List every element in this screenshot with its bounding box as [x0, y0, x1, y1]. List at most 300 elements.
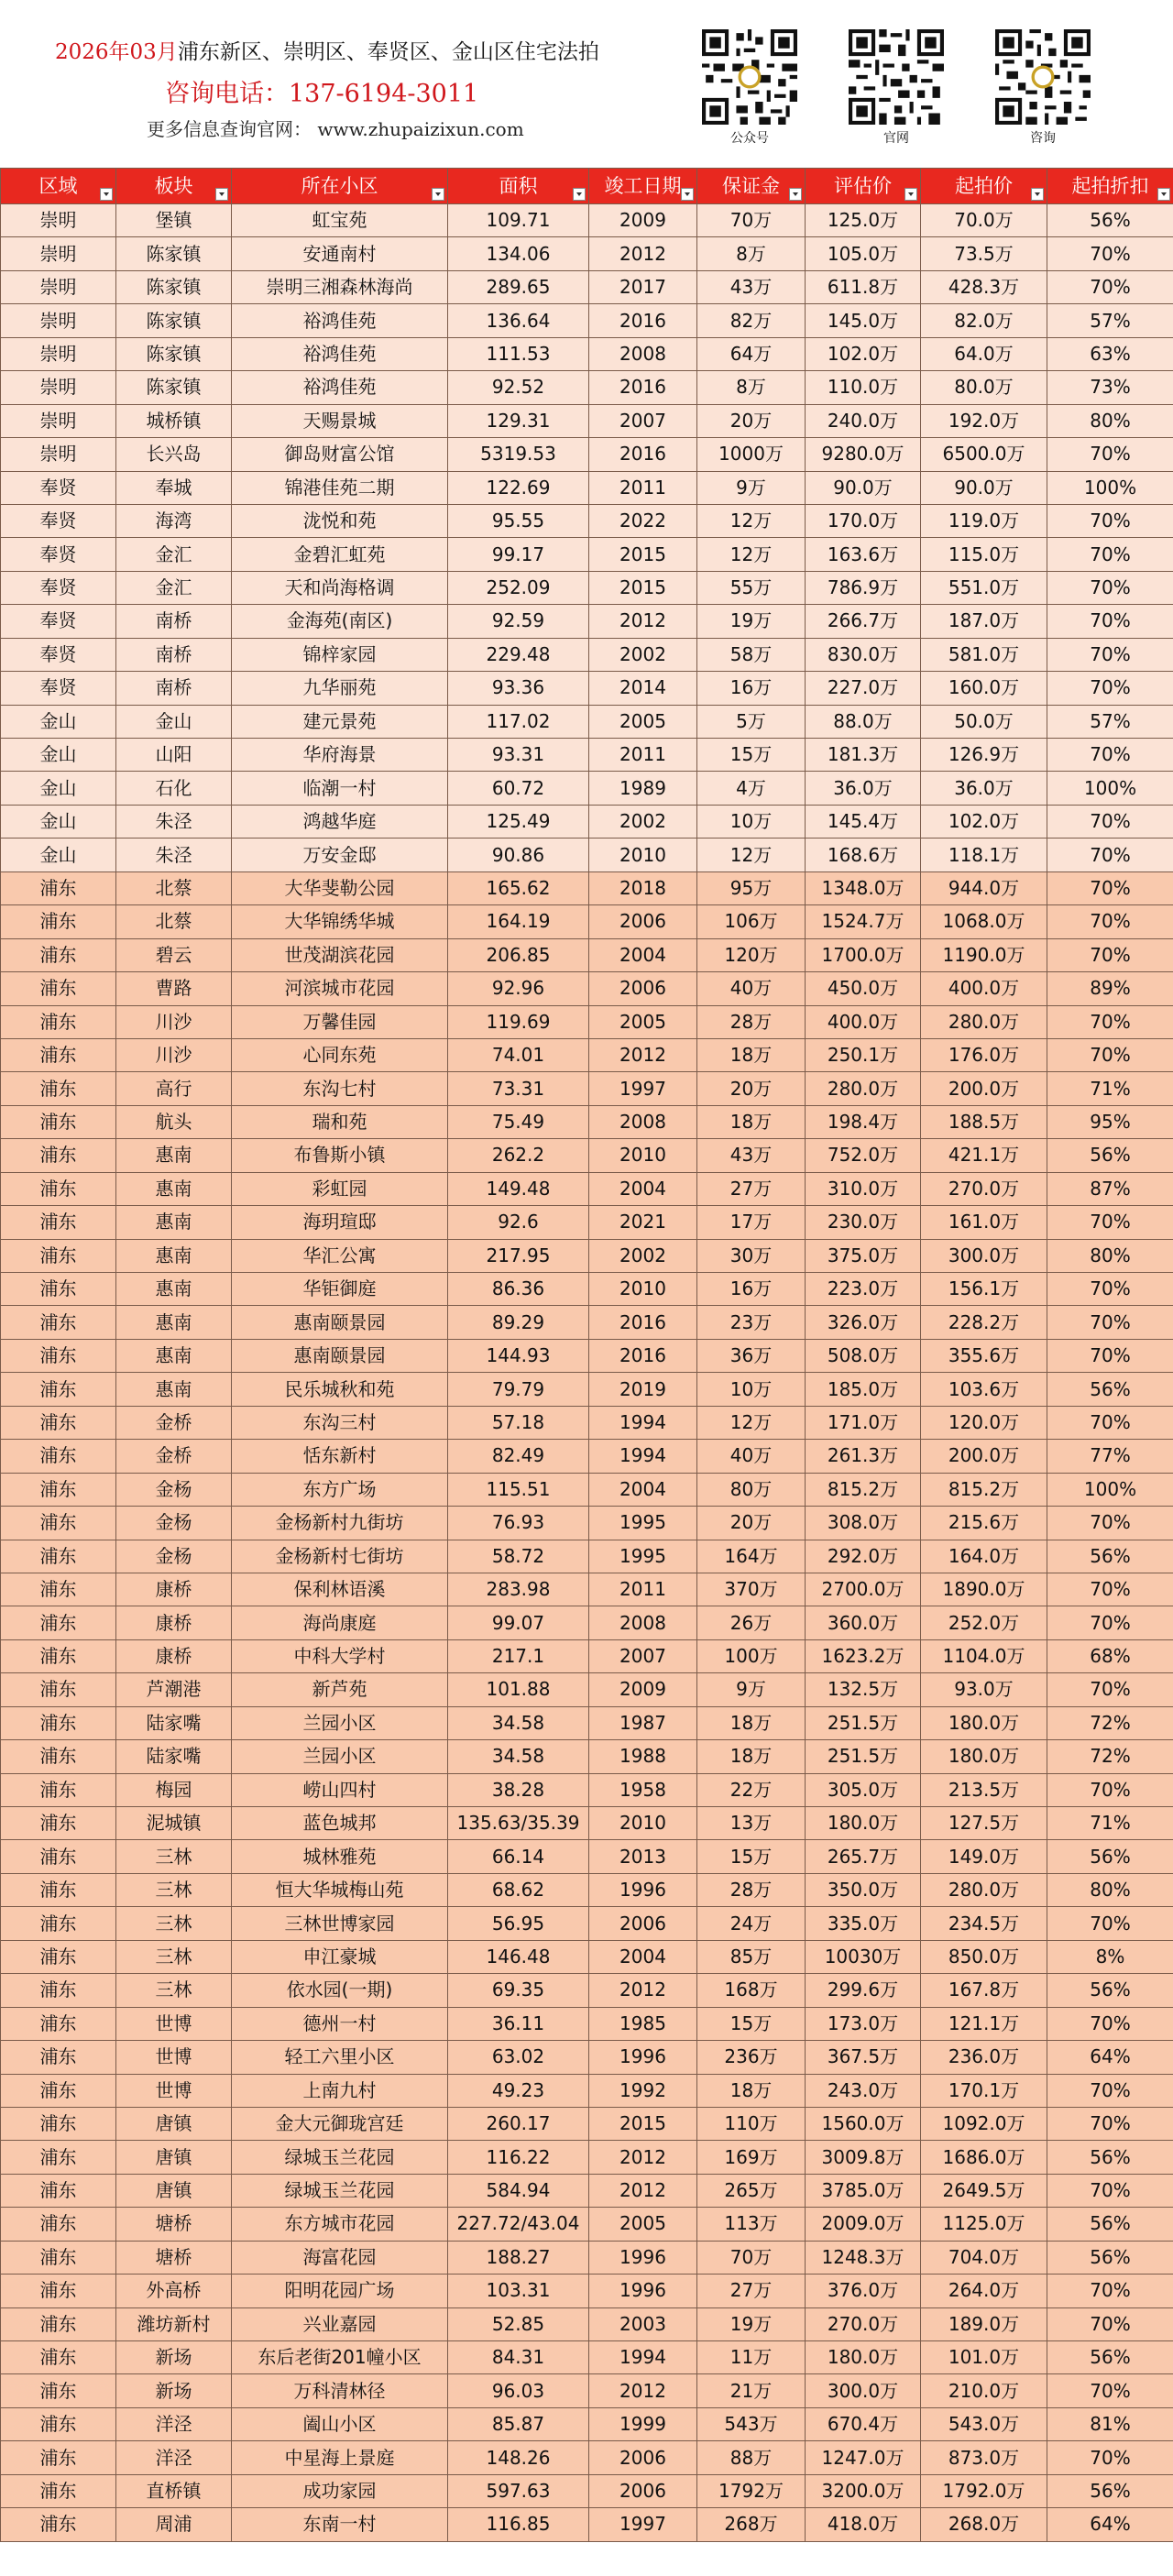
- cell-built-date: 2009: [589, 1673, 697, 1706]
- cell-starting-price: 264.0万: [921, 2275, 1047, 2307]
- table-row[interactable]: [1, 772, 1173, 805]
- cell-community: 河滨城市花园: [232, 972, 448, 1005]
- cell-built-date: 1989: [589, 772, 697, 805]
- cell-size: 122.69: [448, 471, 589, 504]
- cell-discount: 57%: [1047, 705, 1173, 738]
- cell-area: 三林: [116, 1940, 232, 1973]
- cell-district: 浦东: [1, 1072, 116, 1105]
- cell-area: 川沙: [116, 1005, 232, 1038]
- cell-area: 洋泾: [116, 2441, 232, 2474]
- cell-built-date: 2004: [589, 1172, 697, 1205]
- cell-community: 新芦苑: [232, 1673, 448, 1706]
- table-row[interactable]: [1, 1907, 1173, 1940]
- cell-community: 心同东苑: [232, 1038, 448, 1071]
- table-row[interactable]: [1, 2141, 1173, 2174]
- cell-area: 唐镇: [116, 2107, 232, 2140]
- cell-district: 浦东: [1, 1873, 116, 1906]
- cell-area: 惠南: [116, 1273, 232, 1306]
- filter-dropdown-icon[interactable]: [789, 188, 802, 201]
- cell-district: 浦东: [1, 1639, 116, 1672]
- cell-built-date: 1987: [589, 1706, 697, 1739]
- table-row[interactable]: [1, 204, 1173, 237]
- cell-appraisal: 3785.0万: [806, 2174, 921, 2207]
- table-row[interactable]: [1, 739, 1173, 772]
- cell-community: 天赐景城: [232, 404, 448, 437]
- cell-size: 5319.53: [448, 438, 589, 471]
- filter-dropdown-icon[interactable]: [100, 188, 113, 201]
- qr-code-website[interactable]: [849, 29, 944, 147]
- cell-appraisal: 261.3万: [806, 1440, 921, 1473]
- cell-area: 金杨: [116, 1507, 232, 1540]
- cell-community: 阖山小区: [232, 2407, 448, 2440]
- cell-deposit: 19万: [697, 2307, 806, 2340]
- cell-area: 塘桥: [116, 2241, 232, 2274]
- table-row[interactable]: [1, 2107, 1173, 2140]
- table-row[interactable]: [1, 805, 1173, 838]
- cell-appraisal: 102.0万: [806, 337, 921, 370]
- table-row[interactable]: [1, 270, 1173, 303]
- cell-size: 76.93: [448, 1507, 589, 1540]
- cell-starting-price: 300.0万: [921, 1239, 1047, 1272]
- cell-discount: 100%: [1047, 1473, 1173, 1506]
- filter-dropdown-icon[interactable]: [1031, 188, 1044, 201]
- auction-table: [0, 168, 1173, 2542]
- cell-size: 103.31: [448, 2275, 589, 2307]
- cell-discount: 70%: [1047, 270, 1173, 303]
- cell-built-date: 2017: [589, 270, 697, 303]
- cell-size: 229.48: [448, 638, 589, 671]
- cell-size: 69.35: [448, 1974, 589, 2007]
- cell-district: 崇明: [1, 204, 116, 237]
- table-row[interactable]: [1, 1873, 1173, 1906]
- cell-appraisal: 243.0万: [806, 2074, 921, 2107]
- table-row[interactable]: [1, 2208, 1173, 2241]
- table-row[interactable]: [1, 1306, 1173, 1339]
- table-row[interactable]: [1, 1807, 1173, 1840]
- cell-discount: 100%: [1047, 471, 1173, 504]
- cell-appraisal: 145.0万: [806, 304, 921, 337]
- cell-size: 38.28: [448, 1773, 589, 1806]
- table-row[interactable]: [1, 1339, 1173, 1372]
- column-header-district[interactable]: [1, 169, 116, 204]
- cell-starting-price: 815.2万: [921, 1473, 1047, 1506]
- cell-deposit: 9万: [697, 471, 806, 504]
- cell-area: 奉城: [116, 471, 232, 504]
- cell-appraisal: 223.0万: [806, 1273, 921, 1306]
- cell-starting-price: 268.0万: [921, 2508, 1047, 2541]
- cell-community: 东沟七村: [232, 1072, 448, 1105]
- table-row[interactable]: [1, 2374, 1173, 2407]
- cell-area: 周浦: [116, 2508, 232, 2541]
- cell-discount: 95%: [1047, 1105, 1173, 1138]
- cell-area: 外高桥: [116, 2275, 232, 2307]
- table-row[interactable]: [1, 1706, 1173, 1739]
- table-row[interactable]: [1, 237, 1173, 270]
- table-header-row: [1, 169, 1173, 204]
- cell-community: 华汇公寓: [232, 1239, 448, 1272]
- cell-discount: 70%: [1047, 905, 1173, 938]
- cell-area: 陈家镇: [116, 237, 232, 270]
- column-header-appraisal[interactable]: [806, 169, 921, 204]
- cell-district: 浦东: [1, 1540, 116, 1573]
- phone-number: 咨询电话：137-6194-3011: [165, 80, 479, 108]
- table-row[interactable]: [1, 438, 1173, 471]
- cell-deposit: 18万: [697, 1706, 806, 1739]
- qr-code-icon: [849, 29, 944, 125]
- cell-district: 浦东: [1, 1038, 116, 1071]
- cell-area: 城桥镇: [116, 404, 232, 437]
- table-row[interactable]: [1, 1373, 1173, 1406]
- cell-starting-price: 102.0万: [921, 805, 1047, 838]
- cell-discount: 73%: [1047, 371, 1173, 404]
- cell-size: 217.1: [448, 1639, 589, 1672]
- cell-deposit: 15万: [697, 739, 806, 772]
- table-row[interactable]: [1, 504, 1173, 537]
- column-header-discount[interactable]: [1047, 169, 1173, 204]
- cell-area: 陈家镇: [116, 371, 232, 404]
- cell-size: 34.58: [448, 1706, 589, 1739]
- column-header-starting-price[interactable]: [921, 169, 1047, 204]
- cell-community: 世茂湖滨花园: [232, 938, 448, 971]
- cell-discount: 81%: [1047, 2407, 1173, 2440]
- table-row[interactable]: [1, 672, 1173, 705]
- cell-area: 金桥: [116, 1440, 232, 1473]
- filter-dropdown-icon[interactable]: [1157, 188, 1170, 201]
- cell-size: 252.09: [448, 571, 589, 604]
- cell-appraisal: 198.4万: [806, 1105, 921, 1138]
- table-row[interactable]: [1, 304, 1173, 337]
- cell-appraisal: 375.0万: [806, 1239, 921, 1272]
- cell-appraisal: 3200.0万: [806, 2474, 921, 2507]
- cell-deposit: 28万: [697, 1873, 806, 1906]
- table-row[interactable]: [1, 938, 1173, 971]
- column-header-label: 保证金: [722, 175, 780, 197]
- cell-discount: 57%: [1047, 304, 1173, 337]
- cell-deposit: 543万: [697, 2407, 806, 2440]
- cell-community: 彩虹园: [232, 1172, 448, 1205]
- cell-size: 597.63: [448, 2474, 589, 2507]
- cell-district: 崇明: [1, 270, 116, 303]
- cell-starting-price: 704.0万: [921, 2241, 1047, 2274]
- cell-area: 航头: [116, 1105, 232, 1138]
- cell-appraisal: 163.6万: [806, 538, 921, 571]
- table-row[interactable]: [1, 1038, 1173, 1071]
- table-row[interactable]: [1, 1940, 1173, 1973]
- table-row[interactable]: [1, 871, 1173, 904]
- table-row[interactable]: [1, 371, 1173, 404]
- cell-built-date: 1958: [589, 1773, 697, 1806]
- cell-district: 浦东: [1, 2107, 116, 2140]
- cell-appraisal: 251.5万: [806, 1740, 921, 1773]
- cell-size: 101.88: [448, 1673, 589, 1706]
- cell-built-date: 1992: [589, 2074, 697, 2107]
- cell-size: 134.06: [448, 237, 589, 270]
- cell-area: 南桥: [116, 638, 232, 671]
- cell-built-date: 2022: [589, 504, 697, 537]
- table-row[interactable]: [1, 2508, 1173, 2541]
- cell-area: 北蔡: [116, 905, 232, 938]
- table-body: [1, 204, 1173, 2542]
- table-row[interactable]: [1, 1273, 1173, 1306]
- cell-size: 75.49: [448, 1105, 589, 1138]
- cell-deposit: 58万: [697, 638, 806, 671]
- cell-district: 奉贤: [1, 605, 116, 638]
- cell-appraisal: 132.5万: [806, 1673, 921, 1706]
- cell-built-date: 2010: [589, 1273, 697, 1306]
- table-row[interactable]: [1, 705, 1173, 738]
- cell-size: 125.49: [448, 805, 589, 838]
- cell-size: 283.98: [448, 1573, 589, 1606]
- table-row[interactable]: [1, 1840, 1173, 1873]
- cell-deposit: 64万: [697, 337, 806, 370]
- table-row[interactable]: [1, 1507, 1173, 1540]
- cell-deposit: 1792万: [697, 2474, 806, 2507]
- cell-district: 金山: [1, 839, 116, 871]
- table-row[interactable]: [1, 638, 1173, 671]
- filter-dropdown-icon[interactable]: [215, 188, 228, 201]
- table-row[interactable]: [1, 1239, 1173, 1272]
- cell-community: 海玥瑄邸: [232, 1206, 448, 1239]
- cell-size: 146.48: [448, 1940, 589, 1973]
- cell-built-date: 1996: [589, 2275, 697, 2307]
- cell-size: 89.29: [448, 1306, 589, 1339]
- table-row[interactable]: [1, 404, 1173, 437]
- cell-community: 金杨新村七街坊: [232, 1540, 448, 1573]
- table-row[interactable]: [1, 1406, 1173, 1439]
- cell-area: 长兴岛: [116, 438, 232, 471]
- cell-discount: 56%: [1047, 1840, 1173, 1873]
- cell-district: 浦东: [1, 2174, 116, 2207]
- cell-discount: 70%: [1047, 438, 1173, 471]
- cell-discount: 77%: [1047, 1440, 1173, 1473]
- cell-area: 塘桥: [116, 2208, 232, 2241]
- table-row[interactable]: [1, 2174, 1173, 2207]
- cell-size: 57.18: [448, 1406, 589, 1439]
- cell-starting-price: 850.0万: [921, 1940, 1047, 1973]
- cell-size: 34.58: [448, 1740, 589, 1773]
- column-header-built-date[interactable]: [589, 169, 697, 204]
- table-row[interactable]: [1, 1740, 1173, 1773]
- cell-starting-price: 421.1万: [921, 1139, 1047, 1172]
- cell-starting-price: 1125.0万: [921, 2208, 1047, 2241]
- cell-community: 绿城玉兰花园: [232, 2174, 448, 2207]
- table-row[interactable]: [1, 2441, 1173, 2474]
- cell-starting-price: 170.1万: [921, 2074, 1047, 2107]
- cell-built-date: 2012: [589, 1038, 697, 1071]
- cell-size: 86.36: [448, 1273, 589, 1306]
- table-row[interactable]: [1, 1072, 1173, 1105]
- table-row[interactable]: [1, 1974, 1173, 2007]
- cell-area: 陆家嘴: [116, 1706, 232, 1739]
- cell-appraisal: 10030万: [806, 1940, 921, 1973]
- cell-size: 99.17: [448, 538, 589, 571]
- cell-area: 南桥: [116, 672, 232, 705]
- cell-area: 潍坊新村: [116, 2307, 232, 2340]
- cell-built-date: 2016: [589, 1339, 697, 1372]
- table-row[interactable]: [1, 1540, 1173, 1573]
- cell-starting-price: 873.0万: [921, 2441, 1047, 2474]
- cell-built-date: 1995: [589, 1540, 697, 1573]
- cell-discount: 70%: [1047, 1673, 1173, 1706]
- cell-built-date: 2004: [589, 1940, 697, 1973]
- cell-area: 金汇: [116, 571, 232, 604]
- table-row[interactable]: [1, 1573, 1173, 1606]
- table-row[interactable]: [1, 2007, 1173, 2040]
- cell-built-date: 2014: [589, 672, 697, 705]
- cell-district: 浦东: [1, 2074, 116, 2107]
- cell-starting-price: 213.5万: [921, 1773, 1047, 1806]
- table-row[interactable]: [1, 1005, 1173, 1038]
- cell-appraisal: 125.0万: [806, 204, 921, 237]
- column-header-area[interactable]: [116, 169, 232, 204]
- cell-discount: 56%: [1047, 1373, 1173, 1406]
- cell-deposit: 36万: [697, 1339, 806, 1372]
- cell-deposit: 168万: [697, 1974, 806, 2007]
- cell-area: 惠南: [116, 1239, 232, 1272]
- cell-starting-price: 6500.0万: [921, 438, 1047, 471]
- table-row[interactable]: [1, 1105, 1173, 1138]
- table-row[interactable]: [1, 337, 1173, 370]
- column-header-deposit[interactable]: [697, 169, 806, 204]
- cell-starting-price: 215.6万: [921, 1507, 1047, 1540]
- cell-community: 天和尚海格调: [232, 571, 448, 604]
- table-row[interactable]: [1, 905, 1173, 938]
- table-row[interactable]: [1, 2341, 1173, 2374]
- table-row[interactable]: [1, 972, 1173, 1005]
- qr-code-icon: [702, 29, 797, 125]
- cell-appraisal: 265.7万: [806, 1840, 921, 1873]
- cell-deposit: 100万: [697, 1639, 806, 1672]
- cell-discount: 56%: [1047, 1540, 1173, 1573]
- table-row[interactable]: [1, 1773, 1173, 1806]
- cell-starting-price: 270.0万: [921, 1172, 1047, 1205]
- cell-built-date: 1994: [589, 1440, 697, 1473]
- cell-discount: 70%: [1047, 2374, 1173, 2407]
- cell-discount: 80%: [1047, 404, 1173, 437]
- cell-district: 浦东: [1, 2241, 116, 2274]
- cell-discount: 89%: [1047, 972, 1173, 1005]
- cell-built-date: 2008: [589, 337, 697, 370]
- cell-size: 84.31: [448, 2341, 589, 2374]
- filter-dropdown-icon[interactable]: [573, 188, 586, 201]
- cell-starting-price: 50.0万: [921, 705, 1047, 738]
- filter-dropdown-icon[interactable]: [432, 188, 444, 201]
- table-row[interactable]: [1, 1673, 1173, 1706]
- cell-starting-price: 70.0万: [921, 204, 1047, 237]
- cell-discount: 87%: [1047, 1172, 1173, 1205]
- cell-built-date: 2005: [589, 2208, 697, 2241]
- cell-discount: 70%: [1047, 805, 1173, 838]
- cell-appraisal: 181.3万: [806, 739, 921, 772]
- table-row[interactable]: [1, 571, 1173, 604]
- cell-discount: 70%: [1047, 571, 1173, 604]
- qr-code-consult[interactable]: [995, 29, 1091, 147]
- cell-size: 206.85: [448, 938, 589, 971]
- cell-community: 三林世博家园: [232, 1907, 448, 1940]
- cell-deposit: 12万: [697, 504, 806, 537]
- table-row[interactable]: [1, 2474, 1173, 2507]
- cell-community: 锦港佳苑二期: [232, 471, 448, 504]
- table-row[interactable]: [1, 2241, 1173, 2274]
- cell-starting-price: 120.0万: [921, 1406, 1047, 1439]
- cell-district: 浦东: [1, 1974, 116, 2007]
- cell-deposit: 113万: [697, 2208, 806, 2241]
- cell-area: 金桥: [116, 1406, 232, 1439]
- cell-built-date: 1995: [589, 1507, 697, 1540]
- cell-size: 164.19: [448, 905, 589, 938]
- table-row[interactable]: [1, 471, 1173, 504]
- cell-discount: 70%: [1047, 672, 1173, 705]
- column-header-community[interactable]: [232, 169, 448, 204]
- cell-appraisal: 508.0万: [806, 1339, 921, 1372]
- cell-appraisal: 145.4万: [806, 805, 921, 838]
- table-row[interactable]: [1, 605, 1173, 638]
- cell-starting-price: 1686.0万: [921, 2141, 1047, 2174]
- cell-starting-price: 176.0万: [921, 1038, 1047, 1071]
- cell-appraisal: 3009.8万: [806, 2141, 921, 2174]
- qr-code-wechat[interactable]: [702, 29, 797, 147]
- table-row[interactable]: [1, 1473, 1173, 1506]
- cell-community: 惠南颐景园: [232, 1306, 448, 1339]
- table-row[interactable]: [1, 839, 1173, 871]
- table-row[interactable]: [1, 2307, 1173, 2340]
- cell-starting-price: 127.5万: [921, 1807, 1047, 1840]
- filter-dropdown-icon[interactable]: [681, 188, 694, 201]
- cell-discount: 56%: [1047, 2208, 1173, 2241]
- table-row[interactable]: [1, 2275, 1173, 2307]
- table-row[interactable]: [1, 2407, 1173, 2440]
- table-row[interactable]: [1, 538, 1173, 571]
- website-text[interactable]: 更多信息查询官网： www.zhupaizixun.com: [147, 118, 524, 140]
- cell-starting-price: 156.1万: [921, 1273, 1047, 1306]
- cell-discount: 64%: [1047, 2508, 1173, 2541]
- cell-community: 瑞和苑: [232, 1105, 448, 1138]
- cell-built-date: 2010: [589, 839, 697, 871]
- cell-district: 浦东: [1, 1773, 116, 1806]
- table-row[interactable]: [1, 1172, 1173, 1205]
- cell-starting-price: 189.0万: [921, 2307, 1047, 2340]
- cell-deposit: 22万: [697, 1773, 806, 1806]
- cell-area: 川沙: [116, 1038, 232, 1071]
- table-row[interactable]: [1, 2041, 1173, 2074]
- cell-size: 66.14: [448, 1840, 589, 1873]
- cell-community: 华府海景: [232, 739, 448, 772]
- cell-community: 九华丽苑: [232, 672, 448, 705]
- cell-size: 92.52: [448, 371, 589, 404]
- cell-appraisal: 670.4万: [806, 2407, 921, 2440]
- cell-built-date: 2015: [589, 538, 697, 571]
- cell-deposit: 164万: [697, 1540, 806, 1573]
- filter-dropdown-icon[interactable]: [904, 188, 917, 201]
- cell-appraisal: 227.0万: [806, 672, 921, 705]
- cell-built-date: 2012: [589, 2174, 697, 2207]
- cell-starting-price: 2649.5万: [921, 2174, 1047, 2207]
- title-date: 2026年03月: [55, 40, 178, 64]
- cell-size: 52.85: [448, 2307, 589, 2340]
- cell-deposit: 12万: [697, 1406, 806, 1439]
- table-row[interactable]: [1, 1206, 1173, 1239]
- cell-discount: 80%: [1047, 1873, 1173, 1906]
- cell-district: 奉贤: [1, 504, 116, 537]
- table-row[interactable]: [1, 1139, 1173, 1172]
- cell-community: 崂山四村: [232, 1773, 448, 1806]
- table-row[interactable]: [1, 1639, 1173, 1672]
- cell-size: 584.94: [448, 2174, 589, 2207]
- table-row[interactable]: [1, 1606, 1173, 1639]
- table-row[interactable]: [1, 1440, 1173, 1473]
- column-header-size[interactable]: [448, 169, 589, 204]
- table-row[interactable]: [1, 2074, 1173, 2107]
